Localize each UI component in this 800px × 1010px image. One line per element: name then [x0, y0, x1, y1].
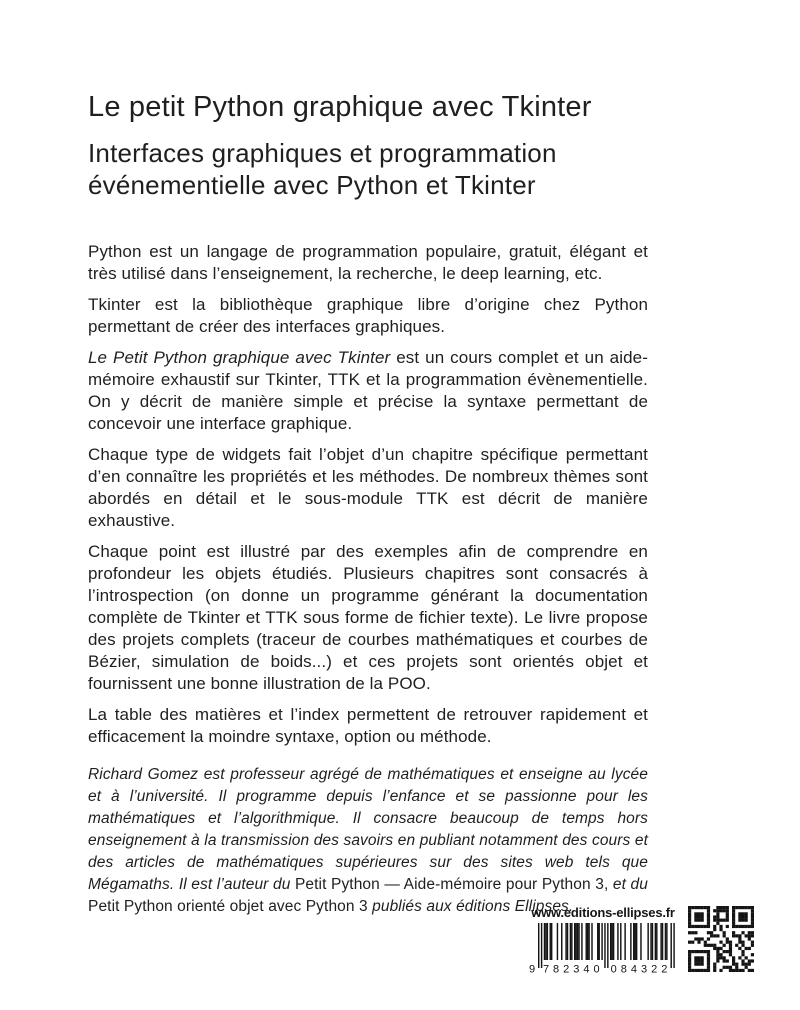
body-paragraphs	[88, 241, 648, 748]
paragraph	[88, 347, 648, 435]
italic-text-run: Le Petit Python graphique avec Tkinter	[88, 348, 391, 367]
italic-text-run: et du	[608, 876, 648, 893]
paragraph	[88, 241, 648, 285]
italic-text-run: Richard Gomez est professeur agrégé de mathématiques et enseigne au lycée et à l’université. Il programme depuis l’enfance et se passionne pour les mathématiques et l’algorithmique. Il consacre beaucoup de temps hors enseignement à la transmission des savoirs en publiant notamment des cours et des articles de mathématiques supérieures sur des sites web tels que Mégamaths. Il est l’auteur du	[88, 766, 648, 893]
text-run: Petit Python orienté objet avec Python 3	[88, 898, 368, 915]
qr-code	[688, 906, 754, 972]
barcode-block	[528, 905, 678, 974]
book-subtitle-line-2: événementielle avec Python et Tkinter	[88, 170, 536, 200]
text-run: Tkinter est la bibliothèque graphique libre d’origine chez Python permettant de créer des interfaces graphiques.	[88, 295, 648, 336]
publisher-footer	[528, 905, 754, 974]
text-run: est un cours complet et un aide-mémoire exhaustif sur Tkinter, TTK et la programmation évènementielle. On y décrit de manière simple et précise la syntaxe permettant de concevoir une interface graphique.	[88, 348, 648, 433]
italic-text-run: publiés aux éditions Ellipses.	[367, 898, 574, 915]
book-title: Le petit Python graphique avec Tkinter	[88, 91, 592, 123]
isbn-digits: 9	[528, 963, 536, 974]
author-bio	[88, 764, 648, 918]
isbn-barcode	[528, 923, 678, 974]
text-run: Chaque type de widgets fait l’objet d’un chapitre spécifique permettant d’en connaître les propriétés et les méthodes. De nombreux thèmes sont abordés en détail et le sous-module TTK est décrit de manière exhaustive.	[88, 445, 648, 530]
isbn-digits: 782340	[542, 963, 604, 974]
paragraph	[88, 294, 648, 338]
text-run: Chaque point est illustré par des exemples afin de comprendre en profondeur les objets étudiés. Plusieurs chapitres sont consacrés à l’introspection (on donne un programme générant la documentation complète de Tkinter et TTK sous forme de fichier texte). Le livre propose des projets complets (traceur de courbes mathématiques et courbes de Bézier, simulation de boids...) et ces projets sont orientés objet et fournissent une bonne illustration de la POO.	[88, 542, 648, 693]
text-run: Python est un langage de programmation populaire, gratuit, élégant et très utilisé dans l’enseignement, la recherche, le deep learning, etc.	[88, 242, 648, 283]
paragraph	[88, 444, 648, 532]
isbn-digits: 084322	[610, 963, 672, 974]
text-run: La table des matières et l’index permettent de retrouver rapidement et efficacement la moindre syntaxe, option ou méthode.	[88, 705, 648, 746]
paragraph	[88, 704, 648, 748]
cover-text-block	[88, 0, 648, 918]
paragraph	[88, 764, 648, 918]
text-run: Petit Python — Aide-mémoire pour Python 3,	[294, 876, 609, 893]
paragraph	[88, 541, 648, 695]
book-subtitle	[88, 137, 648, 201]
publisher-website: www.editions-ellipses.fr	[531, 905, 675, 920]
book-subtitle-line-1: Interfaces graphiques et programmation	[88, 138, 557, 168]
